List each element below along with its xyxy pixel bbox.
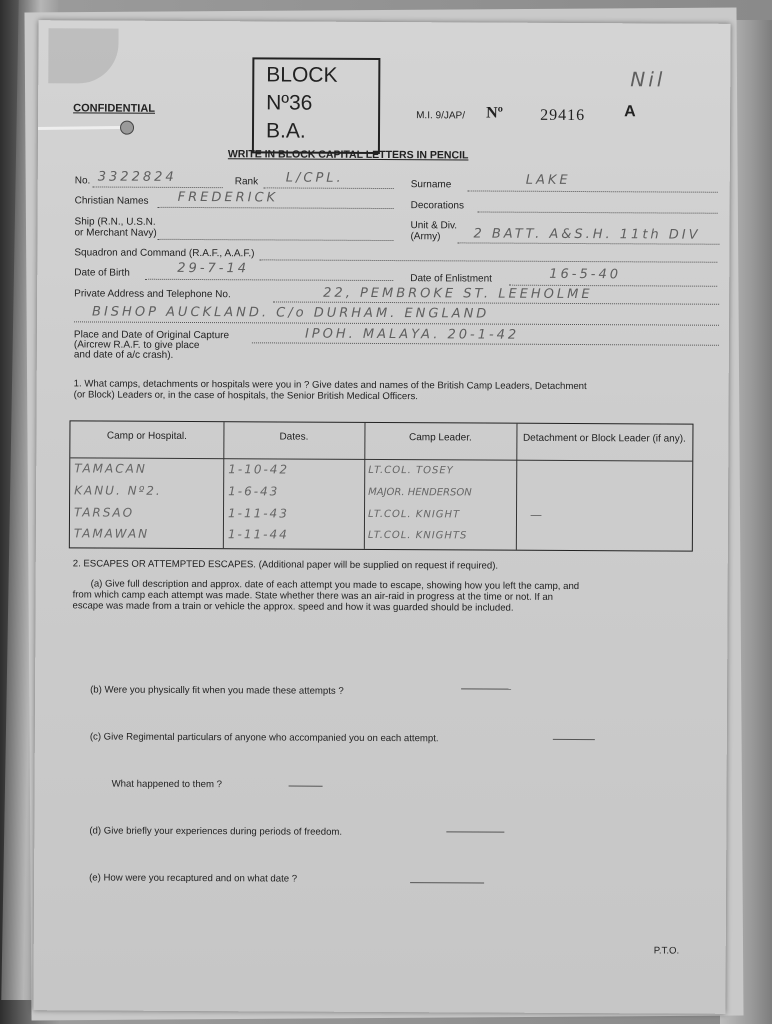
q2-title: 2. ESCAPES OR ATTEMPTED ESCAPES. (Additional paper will be supplied on request if required). xyxy=(72,558,499,572)
pto-label: P.T.O. xyxy=(653,945,680,957)
instruction-heading: WRITE IN BLOCK CAPITAL LETTERS IN PENCIL xyxy=(227,148,469,162)
row-2-leader: MAJOR. HENDERSON xyxy=(368,486,472,499)
unit-label-1: Unit & Div. xyxy=(410,220,458,232)
row-1-leader: LT.COL. TOSEY xyxy=(368,464,454,477)
tie-string xyxy=(38,126,133,130)
christian-names-label: Christian Names xyxy=(74,195,149,207)
capture-label-1: Place and Date of Original Capture xyxy=(73,329,230,342)
camp-table xyxy=(69,420,694,551)
q2a-line-3: escape was made from a train or vehicle the approx. speed and how it was guarded should be included. xyxy=(72,600,514,614)
stamp-line-3: B.A. xyxy=(265,119,306,143)
row-3-date: 1-11-43 xyxy=(227,506,289,521)
dob-value: 29-7-14 xyxy=(177,260,250,277)
q1-line-1: 1. What camps, detachments or hospitals were you in ? Give dates and names of the British Camp Leaders, Detachment xyxy=(73,378,587,393)
enlistment-label: Date of Enlistment xyxy=(410,273,492,285)
header-camp-leader: Camp Leader. xyxy=(408,432,472,444)
christian-names-value: FREDERICK xyxy=(177,189,279,206)
row-4-leader: LT.COL. KNIGHTS xyxy=(367,529,468,542)
q2c-followup: What happened to them ? xyxy=(111,778,223,791)
row-2-date: 1-6-43 xyxy=(228,484,280,499)
row-1-camp: TAMACAN xyxy=(74,461,147,476)
surname-value: LAKE xyxy=(525,172,571,188)
row-1-date: 1-10-42 xyxy=(228,462,290,477)
no-value: 3322824 xyxy=(97,169,177,185)
surname-label: Surname xyxy=(410,179,452,191)
number-label: Nº xyxy=(486,104,504,122)
stamp-line-2: Nº36 xyxy=(266,91,313,115)
squadron-label: Squadron and Command (R.A.F., A.A.F.) xyxy=(74,247,255,260)
header-dates: Dates. xyxy=(279,431,309,443)
ship-label-2: or Merchant Navy) xyxy=(74,227,157,239)
q2d-question: (d) Give briefly your experiences during periods of freedom. xyxy=(89,825,343,838)
form-suffix: A xyxy=(624,103,636,121)
q2b-question: (b) Were you physically fit when you made these attempts ? xyxy=(90,684,344,697)
header-detachment: Detachment or Block Leader (if any). xyxy=(522,432,686,445)
torn-corner xyxy=(48,28,118,83)
enlistment-value: 16-5-40 xyxy=(549,266,622,283)
header-camp: Camp or Hospital. xyxy=(106,430,187,442)
block-stamp xyxy=(252,57,381,154)
capture-label-2: (Aircrew R.A.F. to give place xyxy=(73,339,200,352)
row-4-camp: TAMAWAN xyxy=(73,526,150,541)
q1-line-2: (or Block) Leaders or, in the case of hospitals, the Senior British Medical Officers. xyxy=(73,389,418,403)
q2a-line-2: from which camp each attempt was made. State whether there was an air-raid in progress at the time or not. If an xyxy=(72,589,554,603)
rank-label: Rank xyxy=(234,176,259,188)
no-label: No. xyxy=(74,175,91,187)
row-3-detachment: — xyxy=(529,507,545,522)
q2e-question: (e) How were you recaptured and on what date ? xyxy=(89,872,298,885)
address-value-1: 22, PEMBROKE ST. LEEHOLME xyxy=(323,285,593,303)
confidential-label: CONFIDENTIAL xyxy=(73,102,156,115)
row-3-leader: LT.COL. KNIGHT xyxy=(367,508,461,521)
grommet-icon xyxy=(120,121,134,135)
capture-label-3: and date of a/c crash). xyxy=(73,349,174,361)
mi-reference: M.I. 9/JAP/ xyxy=(416,110,466,122)
address-label: Private Address and Telephone No. xyxy=(74,288,231,301)
row-4-date: 1-11-44 xyxy=(227,527,289,542)
capture-value: IPOH. MALAYA. 20-1-42 xyxy=(304,326,520,343)
q2a-line-1: (a) Give full description and approx. date of each attempt you made to escape, showing how you left the camp, and xyxy=(90,578,580,593)
dob-label: Date of Birth xyxy=(74,267,130,279)
row-2-camp: KANU. Nº2. xyxy=(74,483,162,498)
address-value-2: BISHOP AUCKLAND. C/o DURHAM. ENGLAND xyxy=(92,304,490,322)
row-3-camp: TARSAO xyxy=(73,505,135,520)
unit-label-2: (Army) xyxy=(410,231,441,243)
corner-note: Nil xyxy=(630,67,666,92)
decorations-label: Decorations xyxy=(410,200,465,212)
rank-value: L/CPL. xyxy=(285,170,344,186)
document-page xyxy=(33,20,730,1014)
stamp-line-1: BLOCK xyxy=(266,63,338,87)
q2c-question: (c) Give Regimental particulars of anyone who accompanied you on each attempt. xyxy=(89,731,439,745)
form-number: 29416 xyxy=(540,106,586,125)
ship-label-1: Ship (R.N., U.S.N. xyxy=(74,216,156,228)
unit-value: 2 BATT. A&S.H. 11th DIV xyxy=(473,226,701,243)
